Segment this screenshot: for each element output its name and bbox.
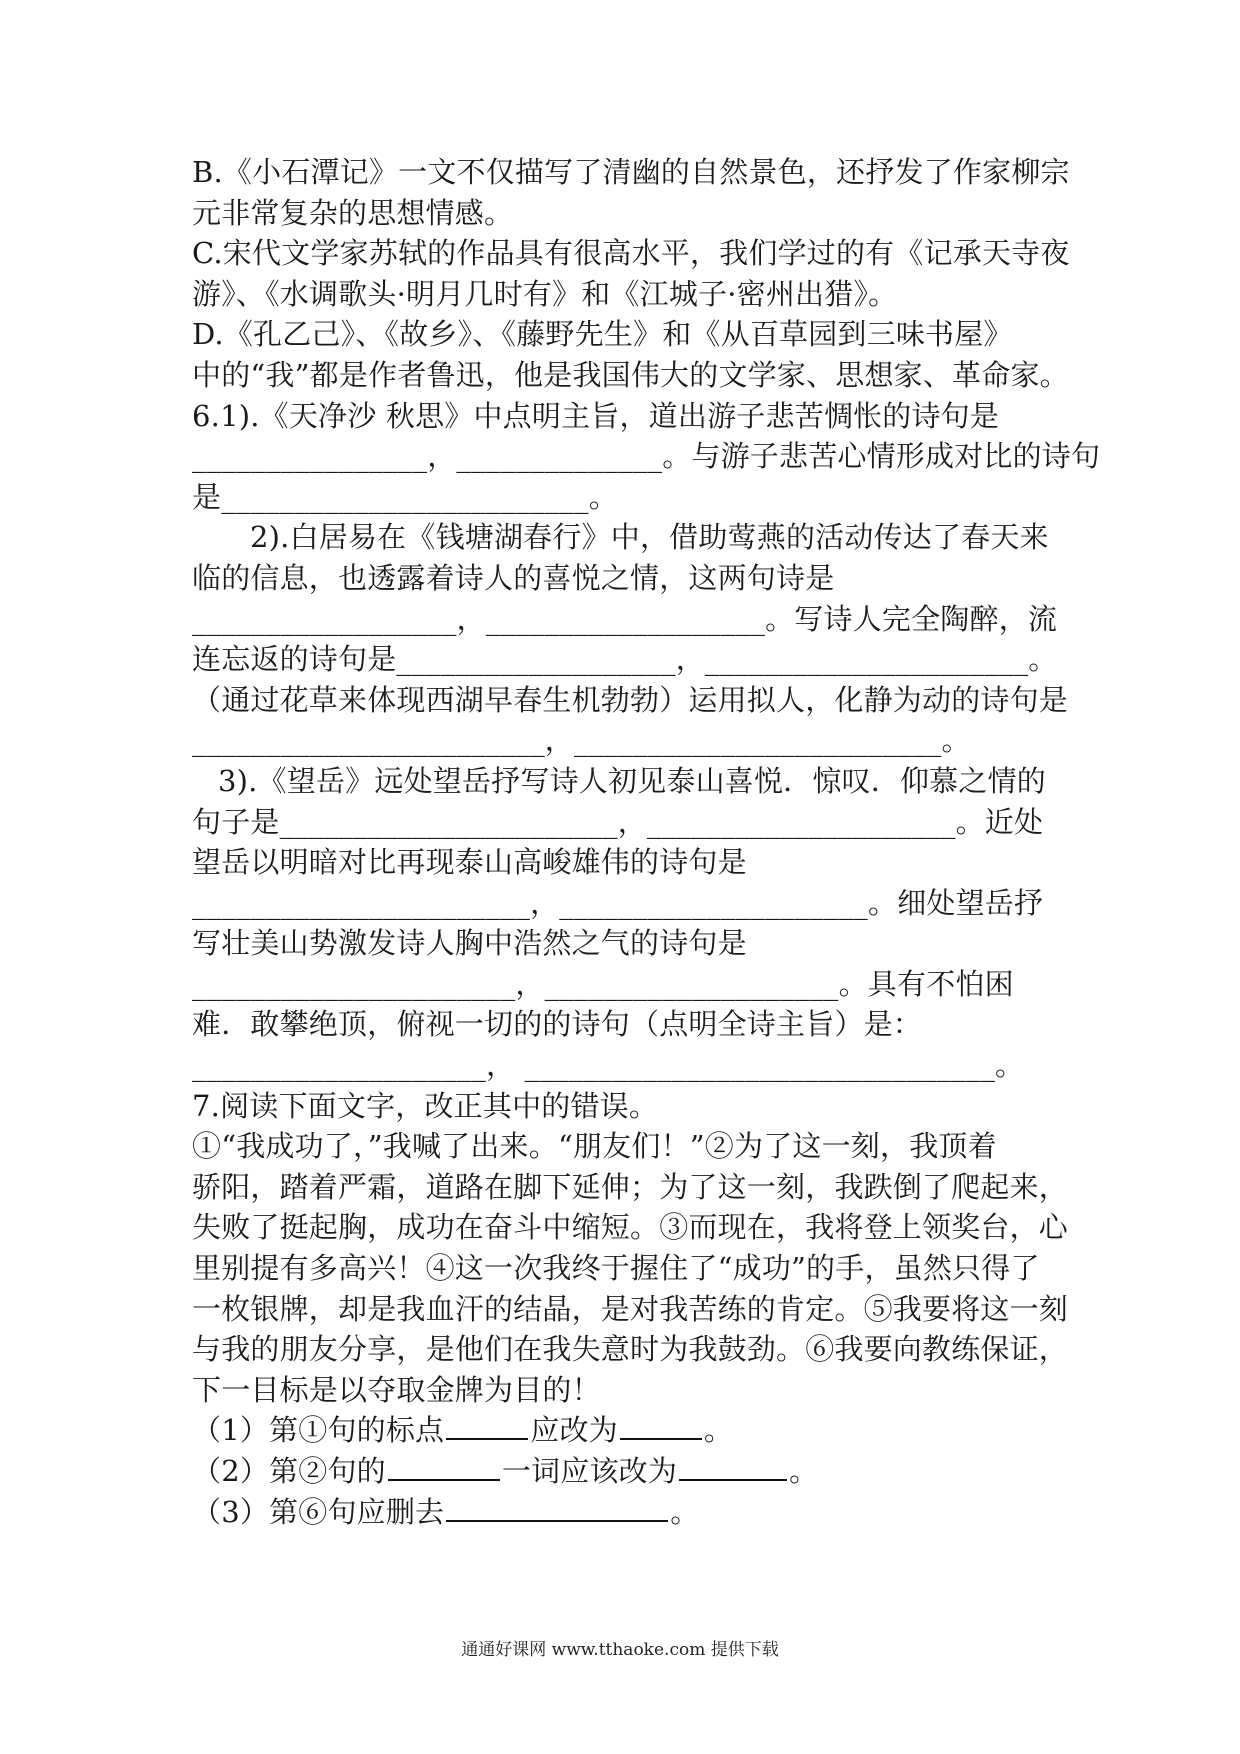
text-line: B.《小石潭记》一文不仅描写了清幽的自然景色，还抒发了作家柳宗 [192,155,1070,189]
text-line: 元非常复杂的思想情感。 [192,195,514,230]
fill-blank-line: ______________________，____________________。具有不怕困 [192,966,1014,1001]
passage-line: 一枚银牌，却是我血汗的结晶，是对我苦练的肯定。⑤我要将这一刻 [192,1291,1069,1326]
sub-question-text: （2）第②句的 [192,1454,386,1488]
fill-blank-line: 句子是_______________________，_____________________。近处 [192,804,1044,839]
fill-blank-line: ____________________， ________________________________。 [192,1048,1025,1083]
text-line: 游》、《水调歌头·明月几时有》和《江城子·密州出猎》。 [192,276,898,311]
sub-question-text: 应改为 [530,1413,618,1448]
text-line: C.宋代文学家苏轼的作品具有很高水平，我们学过的有《记承天寺夜 [192,236,1070,271]
page-footer: 通通好课网 www.tthaoke.com 提供下载 [461,1640,779,1660]
sub-question-text: 。 [789,1454,819,1488]
fill-blank-line: ________________，______________。与游子悲苦心情形成对比的诗句 [192,439,1101,474]
fill-blank-line: __________________，___________________。写诗人完全陶醉，流 [192,601,1058,636]
text-line: D.《孔乙己》、《故乡》、《藤野先生》和《从百草园到三味书屋》 [192,317,1013,352]
sub-question-3 [192,1492,1062,1533]
text-line: 难．敢攀绝顶，俯视一切的的诗句（点明全诗主旨）是： [192,1007,923,1042]
fill-blank-line: ________________________，_________________________。 [192,723,971,758]
fill-blank-line: 连忘返的诗句是___________________，______________________。 [192,642,1058,677]
fill-blank-line: _______________________，_____________________。细处望岳抒 [192,885,1044,920]
answer-blank[interactable] [620,1412,702,1440]
question-6-1: 6.1).《天净沙 秋思》中点明主旨，道出游子悲苦惆怅的诗句是 [192,398,1000,433]
sub-question-2 [192,1451,1062,1492]
passage-line: 失败了挺起胸，成功在奋斗中缩短。③而现在，我将登上领奖台，心 [192,1210,1069,1245]
text-line: 望岳以明暗对比再现泰山高峻雄伟的诗句是 [192,845,747,880]
answer-blank[interactable] [446,1494,668,1522]
sub-question-text: 一词应该改为 [501,1454,678,1488]
question-7-title: 7.阅读下面文字，改正其中的错误。 [192,1088,659,1123]
text-line: 临的信息，也透露着诗人的喜悦之情，这两句诗是 [192,560,835,595]
text-line: 中的“我”都是作者鲁迅，他是我国伟大的文学家、思想家、革命家。 [192,357,1069,392]
sub-question-text: 。 [670,1494,700,1529]
question-6-3: 3).《望岳》远处望岳抒写诗人初见泰山喜悦．惊叹．仰慕之情的 [218,763,1046,798]
sub-question-1 [192,1410,1062,1451]
text-line: 写壮美山势激发诗人胸中浩然之气的诗句是 [192,926,747,961]
passage-line: 下一目标是以夺取金牌为目的！ [192,1372,601,1407]
passage-line: 与我的朋友分享，是他们在我失意时为我鼓劲。⑥我要向教练保证， [192,1332,1069,1367]
sub-question-text: 。 [703,1413,734,1448]
passage-line: 骄阳，踏着严霜，道路在脚下延伸；为了这一刻，我跌倒了爬起来， [192,1169,1069,1204]
text-line: （通过花草来体现西湖早春生机勃勃）运用拟人，化静为动的诗句是 [192,682,1069,717]
passage-line: 里别提有多高兴！④这一次我终于握住了“成功”的手，虽然只得了 [192,1251,1040,1286]
answer-blank[interactable] [679,1453,787,1481]
sub-question-text: （3）第⑥句应删去 [192,1494,445,1529]
answer-blank[interactable] [446,1412,528,1440]
sub-question-text: （1）第①句的标点 [192,1413,445,1448]
fill-blank-line: 是_________________________。 [192,479,618,514]
answer-blank[interactable] [388,1453,500,1481]
question-6-2: 2).白居易在《钱塘湖春行》中，借助莺燕的活动传达了春天来 [250,520,1049,555]
passage-line: ①“我成功了，”我喊了出来。“朋友们！”②为了这一刻，我顶着 [192,1129,997,1164]
document-page [192,152,1101,1532]
